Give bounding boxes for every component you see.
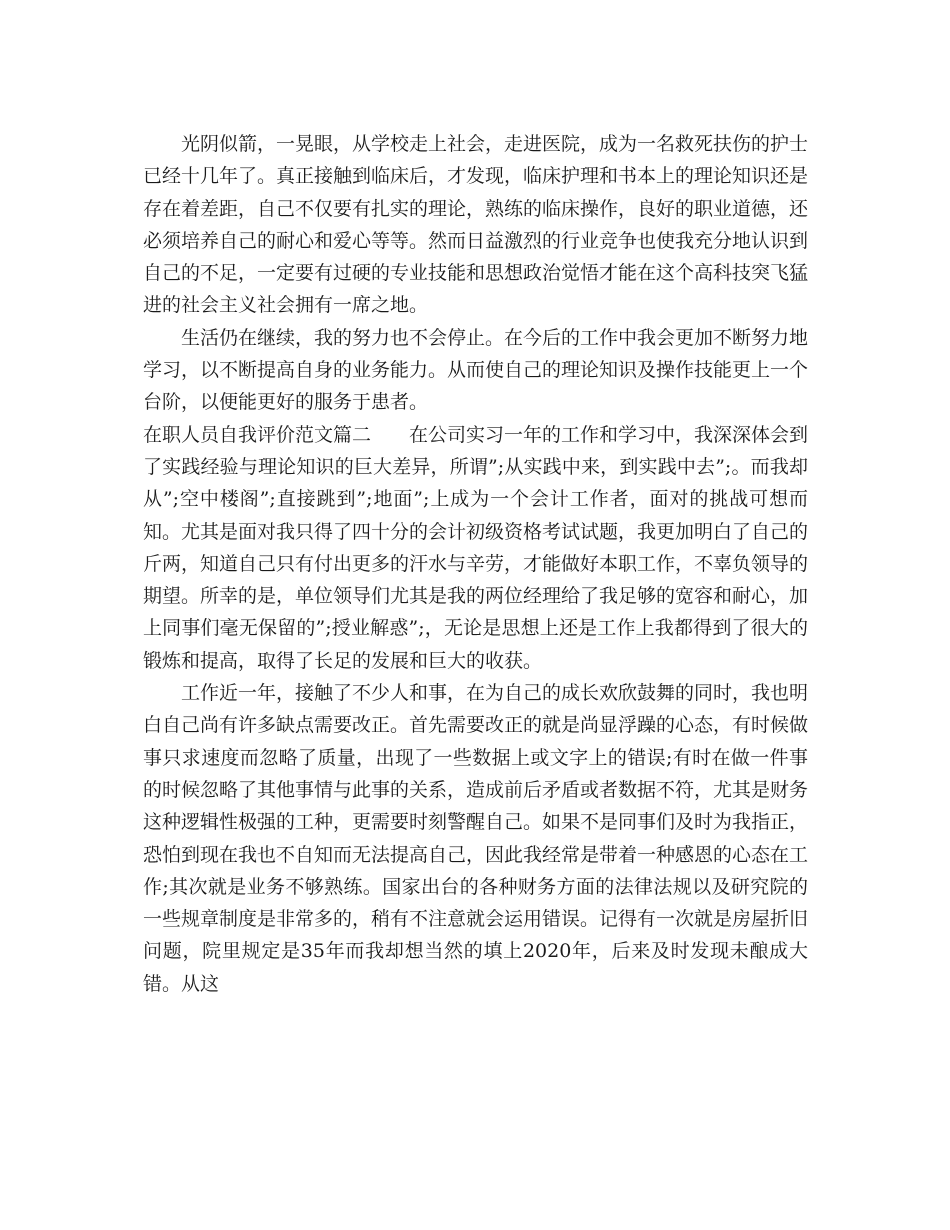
paragraph-3: 在职人员自我评价范文篇二 在公司实习一年的工作和学习中，我深深体会到了实践经验与理论知识的巨大差异，所谓”;从实践中来，到实践中去”;。而我却从”;空中楼阁”;直接跳到”;地面”;上成为一个会计工作者，面对的挑战可想而知。尤其是面对我只得了四十分的会计初级资格考试试题，我更加明白了自己的斤两，知道自己只有付出更多的汗水与辛劳，才能做好本职工作，不辜负领导的期望。所幸的是，单位领导们尤其是我的两位经理给了我足够的宽容和耐心，加上同事们毫无保留的”;授业解惑”;，无论是思想上还是工作上我都得到了很大的锻炼和提高，取得了长足的发展和巨大的收获。: [143, 423, 809, 672]
document-body: [143, 128, 808, 1000]
paragraph-4: 工作近一年，接触了不少人和事，在为自己的成长欢欣鼓舞的同时，我也明白自己尚有许多缺点需要改正。首先需要改正的就是尚显浮躁的心态，有时候做事只求速度而忽略了质量，出现了一些数据上或文字上的错误;有时在做一件事的时候忽略了其他事情与此事的关系，造成前后矛盾或者数据不符，尤其是财务这种逻辑性极强的工种，更需要时刻警醒自己。如果不是同事们及时为我指正，恐怕到现在我也不自知而无法提高自己，因此我经常是带着一种感恩的心态在工作;其次就是业务不够熟练。国家出台的各种财务方面的法律法规以及研究院的一些规章制度是非常多的，稍有不注意就会运用错误。记得有一次就是房屋折旧问题，院里规定是35年而我却想当然的填上2020年，后来及时发现未酿成大错。从这: [143, 682, 809, 995]
paragraph-2: 生活仍在继续，我的努力也不会停止。在今后的工作中我会更加不断努力地学习，以不断提高自身的业务能力。从而使自己的理论知识及操作技能更上一个台阶，以便能更好的服务于患者。: [143, 326, 809, 414]
paragraph-1: 光阴似箭，一晃眼，从学校走上社会，走进医院，成为一名救死扶伤的护士已经十几年了。真正接触到临床后，才发现，临床护理和书本上的理论知识还是存在着差距，自己不仅要有扎实的理论，熟练的临床操作，良好的职业道德，还必须培养自己的耐心和爱心等等。然而日益激烈的行业竞争也使我充分地认识到自己的不足，一定要有过硬的专业技能和思想政治觉悟才能在这个高科技突飞猛进的社会主义社会拥有一席之地。: [143, 133, 809, 317]
